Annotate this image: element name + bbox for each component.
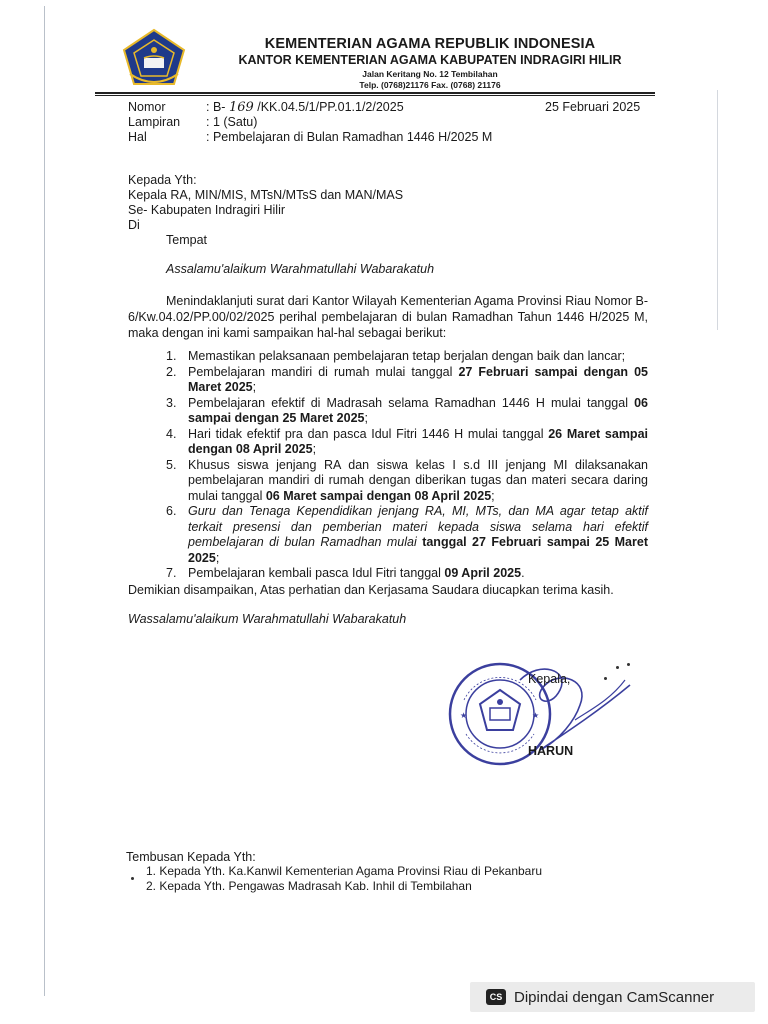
svg-text:★: ★: [460, 711, 468, 720]
recipient-line-1: Kepada Yth:: [128, 173, 197, 187]
signatory-name: HARUN: [528, 744, 574, 758]
camscanner-icon: CS: [486, 989, 506, 1005]
header-address: Jalan Keritang No. 12 Tembilahan: [362, 69, 498, 79]
tembusan-label: Tembusan Kepada Yth:: [126, 850, 256, 864]
points-list: [166, 349, 648, 582]
farewell-text: Wassalamu'alaikum Warahmatullahi Wabarakatuh: [128, 612, 407, 626]
header-ministry: KEMENTERIAN AGAMA REPUBLIK INDONESIA: [264, 36, 596, 52]
recipient-line-2: Kepala RA, MIN/MIS, MTsN/MTsS dan MAN/MAS: [128, 188, 404, 202]
intro-paragraph: Menindaklanjuti surat dari Kantor Wilayah Kementerian Agama Provinsi Riau Nomor B-6/Kw.04.02/PP.00/02/2025 perihal pembelajaran di bulan Ramadhan Tahun 1446 H/2025 M, maka dengan ini kami sampaikan hal-hal sebagai berikut:: [128, 294, 648, 340]
lampiran-value: : 1 (Satu): [206, 115, 258, 129]
list-item: 5. Khusus siswa jenjang RA dan siswa kelas I s.d III jenjang MI dilaksanakan pembelajaran mandiri di rumah dengan diberikan tugas dan materi secara daring mulai tanggal 06 Maret sampai dengan 08 April 2025;: [166, 457, 648, 503]
header-phone: Telp. (0768)21176 Fax. (0768) 21176: [359, 80, 501, 90]
list-item: 4. Hari tidak efektif pra dan pasca Idul Fitri 1446 H mulai tanggal 26 Maret sampai dengan 08 April 2025;: [166, 426, 648, 456]
scan-speck: [131, 877, 134, 880]
tembusan-item: 2. Kepada Yth. Pengawas Madrasah Kab. Inhil di Tembilahan: [146, 879, 472, 893]
nomor-prefix: : B-: [206, 100, 226, 114]
scan-speck: [604, 677, 607, 680]
hal-row: [128, 130, 492, 144]
recipient-line-5: Tempat: [166, 233, 207, 247]
nomor-label: Nomor: [128, 100, 166, 114]
letter-date: 25 Februari 2025: [545, 100, 641, 114]
list-item: 2. Pembelajaran mandiri di rumah mulai tanggal 27 Februari sampai dengan 05 Maret 2025;: [166, 364, 648, 394]
header-rule: [95, 92, 655, 94]
signatory-title: Kepala,: [528, 672, 571, 686]
greeting: Assalamu'alaikum Warahmatullahi Wabarakatuh: [166, 262, 435, 276]
hal-value: : Pembelajaran di Bulan Ramadhan 1446 H/2025 M: [206, 130, 493, 144]
recipient-line-3: Se- Kabupaten Indragiri Hilir: [128, 203, 286, 217]
list-item: 7. Pembelajaran kembali pasca Idul Fitri tanggal 09 April 2025.: [166, 566, 525, 580]
camscanner-text: Dipindai dengan CamScanner: [514, 988, 715, 1006]
header-office: KANTOR KEMENTERIAN AGAMA KABUPATEN INDRAGIRI HILIR: [238, 53, 622, 67]
camscanner-watermark: [470, 982, 755, 1012]
list-item: 3. Pembelajaran efektif di Madrasah selama Ramadhan 1446 H mulai tanggal 06 sampai dengan 25 Maret 2025;: [166, 395, 648, 425]
list-item: 1. Memastikan pelaksanaan pembelajaran tetap berjalan dengan baik dan lancar;: [166, 349, 626, 363]
closing-text: Demikian disampaikan, Atas perhatian dan Kerjasama Saudara diucapkan terima kasih.: [128, 583, 614, 597]
nomor-suffix: /KK.04.5/1/PP.01.1/2/2025: [257, 100, 404, 114]
header-rule-thin: [95, 95, 655, 96]
nomor-handwritten: 169: [228, 100, 254, 115]
lampiran-label: Lampiran: [128, 115, 181, 129]
hal-label: Hal: [128, 130, 147, 144]
scan-speck: [627, 663, 630, 666]
tembusan-item: 1. Kepada Yth. Ka.Kanwil Kementerian Agama Provinsi Riau di Pekanbaru: [146, 864, 543, 878]
scan-edge-line-right: [717, 90, 718, 330]
lampiran-row: [128, 115, 257, 129]
kemenag-logo-icon: [120, 28, 188, 88]
scan-speck: [616, 666, 619, 669]
svg-text:★: ★: [532, 711, 540, 720]
list-item: 6. Guru dan Tenaga Kependidikan jenjang RA, MI, MTs, dan MA agar tetap aktif terkait presensi dan pemberian materi kepada siswa selama hari efektif pembelajaran di bulan Ramadhan mulai tanggal 27 Februari sampai 25 Maret 2025;: [166, 504, 648, 565]
nomor-row: [128, 100, 404, 115]
recipient-line-4: Di: [128, 218, 140, 232]
scan-edge-line: [44, 6, 45, 996]
